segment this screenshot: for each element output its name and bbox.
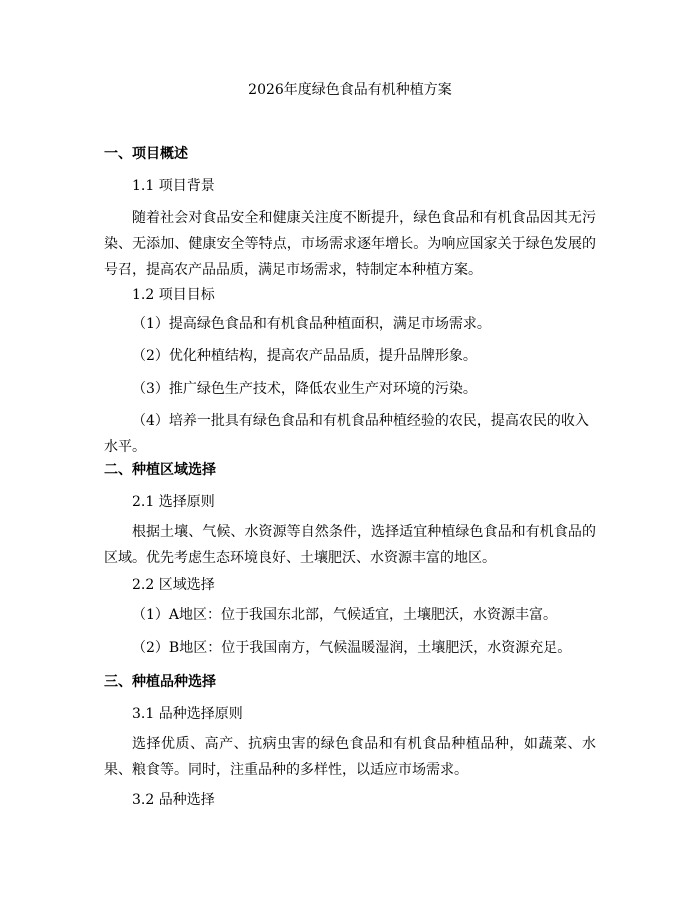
paragraph: 根据土壤、气候、水资源等自然条件，选择适宜种植绿色食品和有机食品的区域。优先考虑生态环境良好、土壤肥沃、水资源丰富的地区。: [104, 524, 596, 566]
paragraph: 选择优质、高产、抗病虫害的绿色食品和有机食品种植品种，如蔬菜、水果、粮食等。同时，注重品种的多样性，以适应市场需求。: [104, 736, 596, 778]
subsection-heading: 3.2 品种选择: [132, 792, 215, 808]
list-item: （1）提高绿色食品和有机食品种植面积，满足市场需求。: [132, 316, 491, 332]
list-item: （2）B地区：位于我国南方，气候温暖湿润，土壤肥沃，水资源充足。: [132, 640, 572, 656]
subsection-heading: 2.1 选择原则: [132, 494, 215, 510]
list-item: （4）培养一批具有绿色食品和有机食品种植经验的农民，提高农民的收入水平。: [104, 413, 589, 455]
subsection-heading: 1.2 项目目标: [132, 287, 215, 303]
subsection-heading: 2.2 区域选择: [132, 577, 215, 593]
document-title: 2026年度绿色食品有机种植方案: [248, 82, 452, 98]
list-item: （1）A地区：位于我国东北部，气候适宜，土壤肥沃，水资源丰富。: [132, 607, 558, 623]
subsection-heading: 1.1 项目背景: [132, 178, 215, 194]
list-item: （3）推广绿色生产技术，降低农业生产对环境的污染。: [132, 381, 477, 397]
section-heading: 三、种植品种选择: [104, 674, 216, 690]
list-item: （2）优化种植结构，提高农产品品质，提升品牌形象。: [132, 348, 477, 364]
subsection-heading: 3.1 品种选择原则: [132, 706, 243, 722]
paragraph: 随着社会对食品安全和健康关注度不断提升，绿色食品和有机食品因其无污染、无添加、健康安全等特点，市场需求逐年增长。为响应国家关于绿色发展的号召，提高农产品品质，满足市场需求，特制定本种植方案。: [104, 210, 596, 278]
section-heading: 一、项目概述: [104, 146, 188, 162]
section-heading: 二、种植区域选择: [104, 462, 216, 478]
